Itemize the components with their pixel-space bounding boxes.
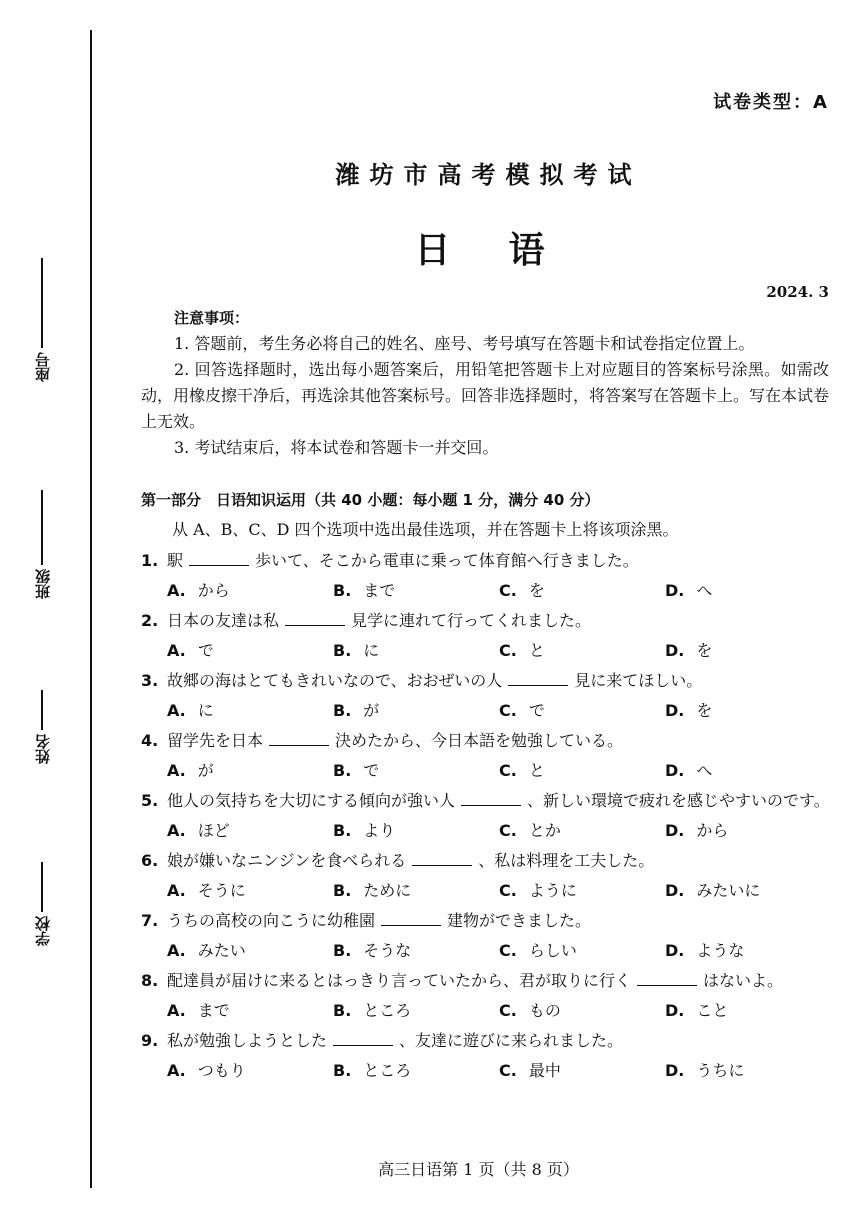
option-text: が bbox=[197, 761, 214, 780]
option-text: もの bbox=[528, 1001, 561, 1020]
answer-option bbox=[333, 636, 499, 666]
option-text: から bbox=[197, 581, 230, 600]
question-stem bbox=[141, 606, 831, 636]
question-item bbox=[141, 606, 831, 666]
question-text-after: 決めたから、今日本語を勉強している。 bbox=[335, 731, 624, 750]
answer-option bbox=[333, 696, 499, 726]
answer-option bbox=[499, 876, 665, 906]
option-text: みたいに bbox=[696, 881, 761, 900]
question-text-after: 、友達に遊びに来られました。 bbox=[399, 1031, 624, 1050]
option-letter: C. bbox=[499, 881, 517, 900]
question-text-before: 娘が嫌いなニンジンを食べられる bbox=[167, 851, 407, 870]
option-letter: C. bbox=[499, 1061, 517, 1080]
class-rule[interactable] bbox=[41, 490, 43, 565]
question-text-before: 留学先を日本 bbox=[167, 731, 264, 750]
part-instruction: 从 A、B、C、D 四个选项中选出最佳选项，并在答题卡上将该项涂黑。 bbox=[172, 520, 679, 539]
option-letter: B. bbox=[333, 581, 352, 600]
exam-title: 潍坊市高考模拟考试 bbox=[335, 161, 642, 189]
question-item bbox=[141, 726, 831, 786]
option-text: を bbox=[696, 641, 713, 660]
option-text: で bbox=[363, 761, 380, 780]
option-letter: C. bbox=[499, 941, 517, 960]
answer-option bbox=[333, 1056, 499, 1086]
question-stem bbox=[141, 666, 831, 696]
question-text-before: うちの高校の向こうに幼稚園 bbox=[167, 911, 376, 930]
option-letter: A. bbox=[167, 1001, 186, 1020]
answer-blank bbox=[381, 911, 441, 926]
question-number: 3. bbox=[141, 671, 159, 690]
option-text: が bbox=[363, 701, 380, 720]
option-letter: A. bbox=[167, 641, 186, 660]
option-letter: D. bbox=[665, 581, 685, 600]
option-letter: B. bbox=[333, 761, 352, 780]
option-row bbox=[141, 696, 831, 726]
question-item bbox=[141, 846, 831, 906]
part-header: 第一部分 日语知识运用（共 40 小题：每小题 1 分，满分 40 分） bbox=[141, 491, 600, 509]
subject-title: 日语 bbox=[414, 230, 603, 271]
question-number: 2. bbox=[141, 611, 159, 630]
option-text: ために bbox=[363, 881, 412, 900]
school-rule[interactable] bbox=[41, 862, 43, 912]
answer-blank bbox=[412, 851, 472, 866]
option-row bbox=[141, 816, 831, 846]
answer-blank bbox=[333, 1031, 393, 1046]
answer-option bbox=[665, 876, 831, 906]
question-item bbox=[141, 1026, 831, 1086]
option-text: らしい bbox=[528, 941, 577, 960]
question-number: 9. bbox=[141, 1031, 159, 1050]
answer-option bbox=[333, 576, 499, 606]
option-row bbox=[141, 756, 831, 786]
answer-option bbox=[499, 636, 665, 666]
option-letter: B. bbox=[333, 941, 352, 960]
option-letter: D. bbox=[665, 761, 685, 780]
answer-option bbox=[499, 1056, 665, 1086]
option-row bbox=[141, 996, 831, 1026]
name-field bbox=[22, 690, 62, 768]
answer-blank bbox=[189, 551, 249, 566]
option-text: みたい bbox=[197, 941, 246, 960]
question-text-before: 故郷の海はとてもきれいなので、おおぜいの人 bbox=[167, 671, 503, 690]
question-text-after: 見学に連れて行ってくれました。 bbox=[351, 611, 592, 630]
answer-option bbox=[499, 816, 665, 846]
option-letter: D. bbox=[665, 1001, 685, 1020]
name-rule[interactable] bbox=[41, 690, 43, 730]
answer-blank bbox=[508, 671, 568, 686]
answer-option bbox=[665, 1056, 831, 1086]
option-text: つもり bbox=[197, 1061, 246, 1080]
question-stem bbox=[141, 786, 831, 816]
option-letter: B. bbox=[333, 1061, 352, 1080]
option-row bbox=[141, 636, 831, 666]
option-letter: A. bbox=[167, 581, 186, 600]
option-letter: C. bbox=[499, 641, 517, 660]
option-text: ような bbox=[696, 941, 745, 960]
option-letter: C. bbox=[499, 761, 517, 780]
seat-label: 座号 bbox=[33, 352, 52, 382]
question-text-after: 、私は料理を工夫した。 bbox=[478, 851, 655, 870]
answer-option bbox=[167, 936, 333, 966]
school-field bbox=[22, 862, 62, 950]
question-text-before: 私が勉強しようとした bbox=[167, 1031, 328, 1050]
question-item bbox=[141, 786, 831, 846]
question-text-after: 見に来てほしい。 bbox=[574, 671, 703, 690]
question-text-after: 、新しい環境で疲れを感じやすいのです。 bbox=[527, 791, 830, 810]
question-item bbox=[141, 966, 831, 1026]
question-stem bbox=[141, 726, 831, 756]
option-letter: A. bbox=[167, 701, 186, 720]
option-text: で bbox=[528, 701, 545, 720]
option-letter: B. bbox=[333, 881, 352, 900]
class-field bbox=[22, 490, 62, 603]
question-text-before: 日本の友達は私 bbox=[167, 611, 280, 630]
binding-line bbox=[90, 30, 92, 1188]
note-item: 3. 考试结束后，将本试卷和答题卡一并交回。 bbox=[174, 438, 499, 457]
option-text: ように bbox=[528, 881, 577, 900]
answer-option bbox=[167, 996, 333, 1026]
exam-date: 2024. 3 bbox=[766, 283, 829, 301]
answer-blank bbox=[637, 971, 697, 986]
answer-blank bbox=[461, 791, 521, 806]
question-text-before: 配達員が届けに来るとはっきり言っていたから、君が取りに行く bbox=[167, 971, 632, 990]
name-label: 姓名 bbox=[33, 734, 52, 764]
option-letter: A. bbox=[167, 761, 186, 780]
option-letter: D. bbox=[665, 701, 685, 720]
option-letter: D. bbox=[665, 1061, 685, 1080]
notes-section bbox=[141, 305, 829, 461]
option-text: まで bbox=[197, 1001, 230, 1020]
option-letter: B. bbox=[333, 641, 352, 660]
option-text: ところ bbox=[363, 1001, 412, 1020]
option-letter: D. bbox=[665, 821, 685, 840]
option-letter: B. bbox=[333, 821, 352, 840]
answer-option bbox=[333, 996, 499, 1026]
question-number: 4. bbox=[141, 731, 159, 750]
option-row bbox=[141, 936, 831, 966]
answer-option bbox=[167, 756, 333, 786]
option-letter: D. bbox=[665, 641, 685, 660]
answer-option bbox=[167, 816, 333, 846]
page-footer: 高三日语第 1 页（共 8 页） bbox=[378, 1160, 579, 1179]
answer-option bbox=[665, 576, 831, 606]
answer-option bbox=[665, 636, 831, 666]
option-letter: C. bbox=[499, 701, 517, 720]
option-letter: A. bbox=[167, 821, 186, 840]
question-stem bbox=[141, 846, 831, 876]
option-text: そうな bbox=[363, 941, 412, 960]
question-number: 5. bbox=[141, 791, 159, 810]
option-letter: A. bbox=[167, 881, 186, 900]
option-text: と bbox=[528, 761, 545, 780]
option-text: うちに bbox=[696, 1061, 745, 1080]
option-letter: D. bbox=[665, 941, 685, 960]
school-label: 学校 bbox=[33, 916, 52, 946]
question-number: 1. bbox=[141, 551, 159, 570]
question-stem bbox=[141, 966, 831, 996]
answer-option bbox=[499, 756, 665, 786]
option-text: に bbox=[197, 701, 214, 720]
note-item: 1. 答题前，考生务必将自己的姓名、座号、考号填写在答题卡和试卷指定位置上。 bbox=[174, 334, 755, 353]
question-number: 6. bbox=[141, 851, 159, 870]
option-text: へ bbox=[696, 581, 713, 600]
option-text: とか bbox=[528, 821, 561, 840]
question-text-before: 駅 bbox=[167, 551, 184, 570]
answer-option bbox=[665, 696, 831, 726]
option-text: から bbox=[696, 821, 729, 840]
option-text: そうに bbox=[197, 881, 246, 900]
answer-option bbox=[167, 876, 333, 906]
option-letter: B. bbox=[333, 1001, 352, 1020]
paper-type: 试卷类型：A bbox=[713, 92, 829, 113]
answer-option bbox=[167, 696, 333, 726]
option-text: ところ bbox=[363, 1061, 412, 1080]
answer-option bbox=[665, 936, 831, 966]
option-text: まで bbox=[363, 581, 396, 600]
seat-field bbox=[22, 258, 62, 386]
question-text-before: 他人の気持ちを大切にする傾向が強い人 bbox=[167, 791, 456, 810]
option-text: 最中 bbox=[528, 1061, 561, 1080]
question-number: 8. bbox=[141, 971, 159, 990]
answer-option bbox=[333, 816, 499, 846]
option-letter: A. bbox=[167, 941, 186, 960]
option-text: に bbox=[363, 641, 380, 660]
question-item bbox=[141, 666, 831, 726]
question-stem bbox=[141, 1026, 831, 1056]
question-item bbox=[141, 546, 831, 606]
question-stem bbox=[141, 546, 831, 576]
option-row bbox=[141, 1056, 831, 1086]
option-letter: C. bbox=[499, 821, 517, 840]
note-item: 2. 回答选择题时，选出每小题答案后，用铅笔把答题卡上对应题目的答案标号涂黑。如需改动，用橡皮擦干净后，再选涂其他答案标号。回答非选择题时，将答案写在答题卡上。写在本试卷上无效。 bbox=[141, 360, 830, 431]
answer-option bbox=[665, 996, 831, 1026]
option-text: へ bbox=[696, 761, 713, 780]
question-number: 7. bbox=[141, 911, 159, 930]
option-row bbox=[141, 576, 831, 606]
answer-option bbox=[167, 1056, 333, 1086]
option-letter: D. bbox=[665, 881, 685, 900]
question-item bbox=[141, 906, 831, 966]
question-text-after: はないよ。 bbox=[703, 971, 784, 990]
answer-option bbox=[499, 576, 665, 606]
option-text: ほど bbox=[197, 821, 230, 840]
answer-option bbox=[665, 816, 831, 846]
option-text: と bbox=[528, 641, 545, 660]
answer-option bbox=[333, 756, 499, 786]
answer-option bbox=[333, 936, 499, 966]
answer-option bbox=[167, 576, 333, 606]
question-stem bbox=[141, 906, 831, 936]
option-row bbox=[141, 876, 831, 906]
answer-blank bbox=[269, 731, 329, 746]
answer-option bbox=[333, 876, 499, 906]
option-letter: C. bbox=[499, 581, 517, 600]
question-list bbox=[141, 546, 831, 1086]
question-text-after: 建物ができました。 bbox=[447, 911, 592, 930]
option-text: こと bbox=[696, 1001, 729, 1020]
class-label: 班级 bbox=[33, 569, 52, 599]
notes-title: 注意事项： bbox=[174, 309, 250, 327]
answer-option bbox=[167, 636, 333, 666]
option-text: を bbox=[696, 701, 713, 720]
answer-option bbox=[499, 996, 665, 1026]
option-text: で bbox=[197, 641, 214, 660]
option-letter: C. bbox=[499, 1001, 517, 1020]
option-letter: B. bbox=[333, 701, 352, 720]
answer-option bbox=[665, 756, 831, 786]
answer-option bbox=[499, 936, 665, 966]
question-text-after: 歩いて、そこから電車に乗って体育館へ行きました。 bbox=[255, 551, 639, 570]
answer-blank bbox=[285, 611, 345, 626]
answer-option bbox=[499, 696, 665, 726]
option-text: を bbox=[528, 581, 545, 600]
option-text: より bbox=[363, 821, 396, 840]
option-letter: A. bbox=[167, 1061, 186, 1080]
